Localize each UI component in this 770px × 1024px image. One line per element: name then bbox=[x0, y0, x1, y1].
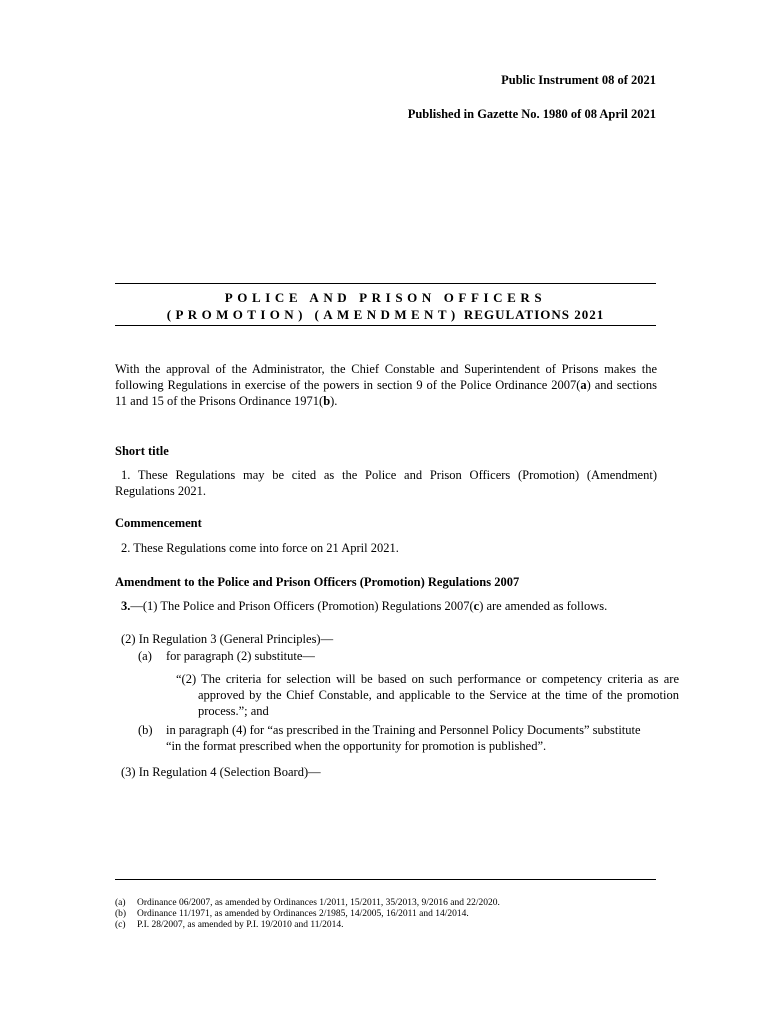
commencement-heading: Commencement bbox=[115, 516, 202, 530]
footnote-c bbox=[115, 920, 344, 931]
item-a-text: for paragraph (2) substitute— bbox=[166, 649, 315, 663]
footnote-rule bbox=[115, 879, 656, 880]
amendment-text-2: ) are amended as follows. bbox=[479, 599, 608, 613]
footnote-b bbox=[115, 909, 469, 920]
footnote-ref-a: a bbox=[580, 378, 587, 392]
footnote-a bbox=[115, 898, 500, 909]
short-title-text: 1. These Regulations may be cited as the Police and Prison Officers (Promotion) (Amendment) Regulations 2021. bbox=[115, 468, 657, 498]
amendment-heading: Amendment to the Police and Prison Officers (Promotion) Regulations 2007 bbox=[115, 575, 520, 589]
substituted-quote: “(2) The criteria for selection will be based on such performance or competency criteria as are approved by the Chief Constable, and applicable to the Service at the time of the promotion process.”; and bbox=[176, 672, 679, 718]
gazette-publication: Published in Gazette No. 1980 of 08 April 2021 bbox=[407, 107, 656, 121]
regulation-3-intro: (2) In Regulation 3 (General Principles)— bbox=[121, 632, 334, 646]
section-number-3: 3. bbox=[121, 599, 131, 613]
item-a bbox=[138, 648, 656, 664]
regulation-4-intro: (3) In Regulation 4 (Selection Board)— bbox=[121, 765, 321, 779]
commencement-text: 2. These Regulations come into force on 21 April 2021. bbox=[121, 541, 399, 555]
preamble-text-3: ). bbox=[330, 394, 338, 408]
footnote-a-label: (a) bbox=[115, 898, 126, 908]
footnote-ref-b: b bbox=[323, 394, 331, 408]
title-rule-top bbox=[115, 283, 656, 284]
preamble-text-1: With the approval of the Administrator, the Chief Constable and Superintendent of Prisons makes the following Regulations in exercise of the powers in section 9 of the Police Ordinance 2007( bbox=[115, 362, 657, 392]
footnote-a-text: Ordinance 06/2007, as amended by Ordinances 1/2011, 15/2011, 35/2013, 9/2016 and 22/2020. bbox=[137, 898, 500, 908]
footnote-b-label: (b) bbox=[115, 909, 127, 919]
title-line2-spaced: (PROMOTION) (AMENDMENT) bbox=[166, 307, 460, 322]
footnote-ref-c: c bbox=[473, 599, 480, 613]
regulation-title-line2 bbox=[115, 307, 656, 323]
item-b-text: in paragraph (4) for “as prescribed in the Training and Personnel Policy Documents” substitute “in the format prescribed when the opportunity for promotion is published”. bbox=[166, 723, 641, 753]
footnote-c-label: (c) bbox=[115, 920, 126, 930]
amendment-text-1: —(1) The Police and Prison Officers (Promotion) Regulations 2007( bbox=[130, 599, 474, 613]
amendment-paragraph-1 bbox=[115, 598, 657, 614]
title-rule-bottom bbox=[115, 325, 656, 326]
item-b-marker: (b) bbox=[138, 723, 153, 737]
title-line2-tail: REGULATIONS 2021 bbox=[459, 307, 605, 322]
preamble bbox=[115, 361, 657, 409]
short-title-heading: Short title bbox=[115, 444, 169, 458]
regulation-title-line1: POLICE AND PRISON OFFICERS bbox=[224, 290, 547, 305]
instrument-number: Public Instrument 08 of 2021 bbox=[501, 73, 656, 87]
item-a-marker: (a) bbox=[138, 649, 152, 663]
footnote-b-text: Ordinance 11/1971, as amended by Ordinances 2/1985, 14/2005, 16/2011 and 14/2014. bbox=[137, 909, 469, 919]
item-b bbox=[138, 722, 656, 754]
preamble-text-2: ) and sections 11 and 15 of the Prisons Ordinance 1971( bbox=[115, 378, 657, 408]
footnote-c-text: P.I. 28/2007, as amended by P.I. 19/2010 and 11/2014. bbox=[137, 920, 344, 930]
